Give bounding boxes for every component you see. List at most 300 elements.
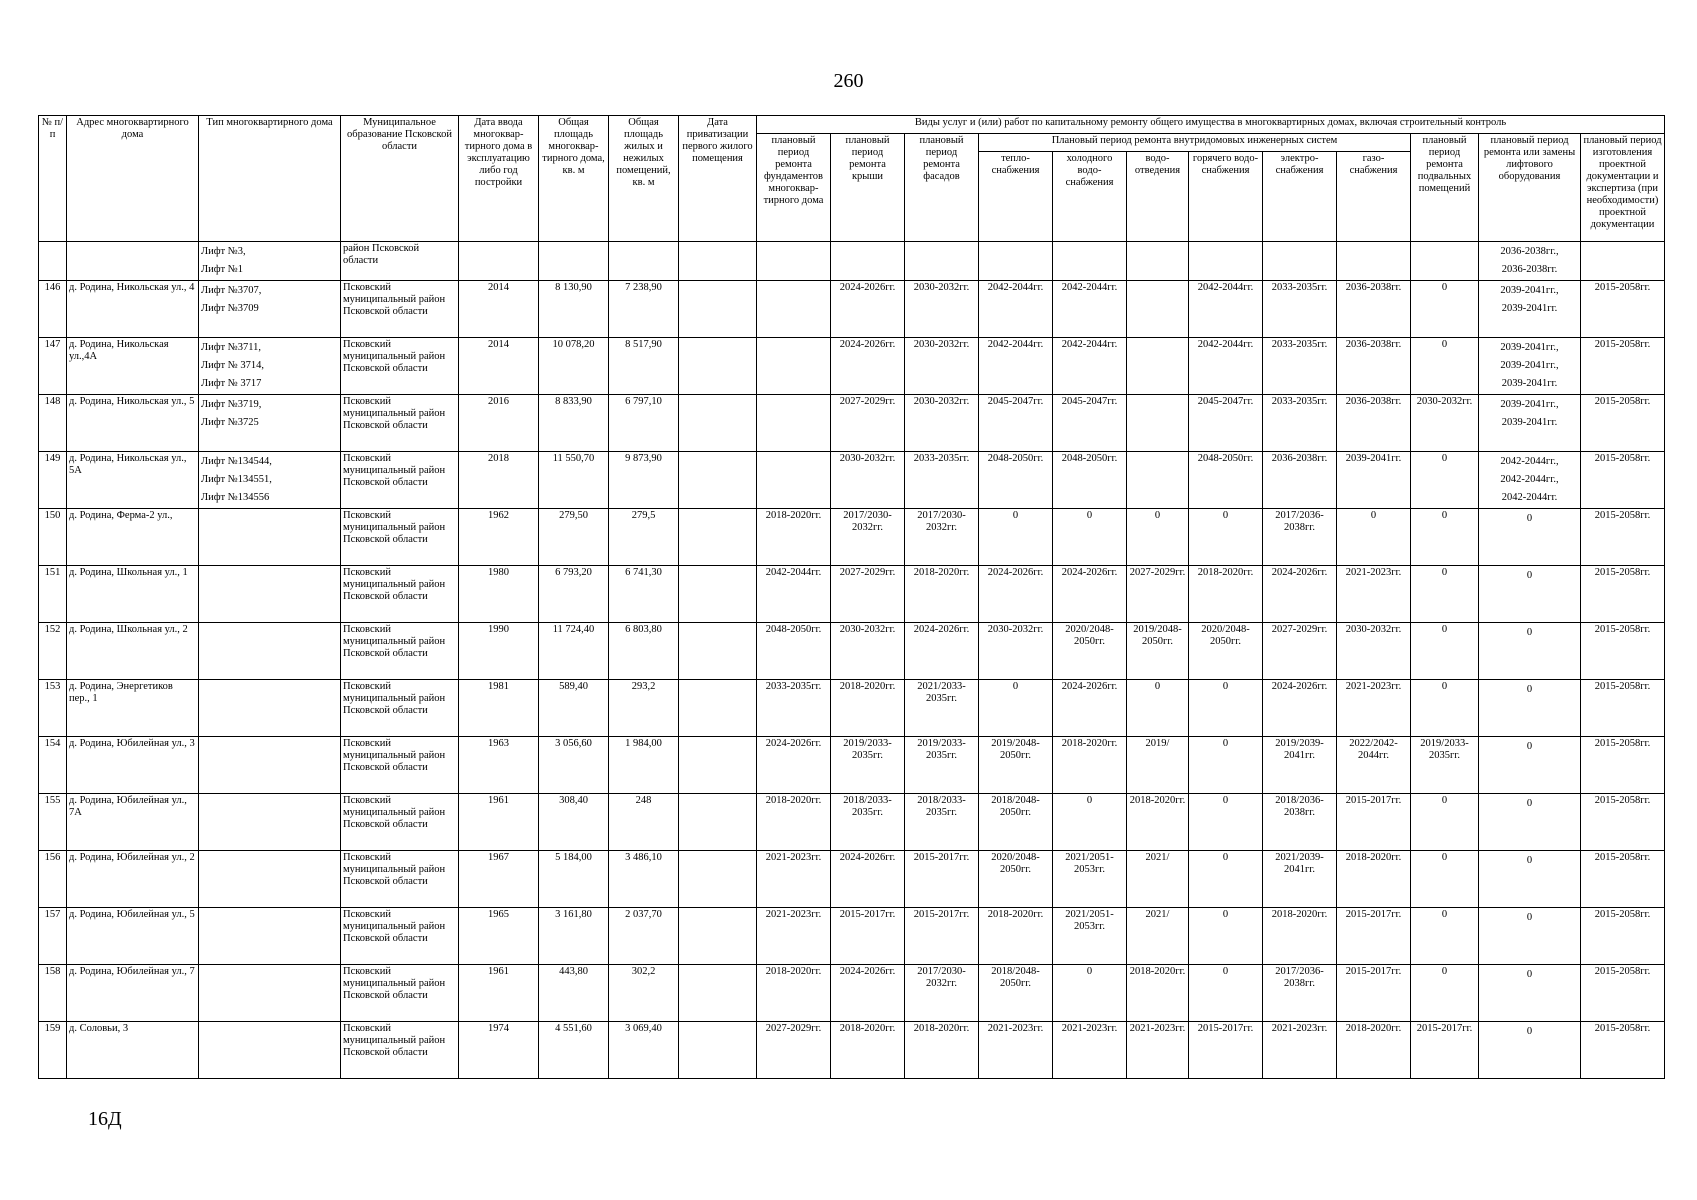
row-cold-water: 2021-2023гг. — [1053, 1022, 1127, 1079]
row-lifts — [199, 281, 341, 338]
header-gas: газо-снабжения — [1337, 152, 1411, 242]
table-row — [39, 737, 1665, 794]
row-area-total: 279,50 — [539, 509, 609, 566]
table-row — [39, 338, 1665, 395]
row-roof: 2024-2026гг. — [831, 338, 905, 395]
row-lifts — [199, 509, 341, 566]
row-lifts — [199, 338, 341, 395]
row-hot-water: 0 — [1189, 737, 1263, 794]
row-lifts-line: Лифт №1 — [201, 264, 244, 275]
row-area-total: 8 130,90 — [539, 281, 609, 338]
row-roof: 2015-2017гг. — [831, 908, 905, 965]
row-area-living: 1 984,00 — [609, 737, 679, 794]
row-roof: 2018-2020гг. — [831, 1022, 905, 1079]
row-privatization — [679, 908, 757, 965]
header-basement: плановый период ремонта подвальных помещений — [1411, 134, 1479, 242]
row-lifts — [199, 794, 341, 851]
row-heat: 2021-2023гг. — [979, 1022, 1053, 1079]
row-lifts-line: Лифт № 3717 — [201, 378, 262, 389]
row-facade: 2030-2032гг. — [905, 395, 979, 452]
row-basement: 0 — [1411, 680, 1479, 737]
row-area-living: 7 238,90 — [609, 281, 679, 338]
row-lift-replacement — [1479, 242, 1581, 281]
row-drainage: 2018-2020гг. — [1127, 965, 1189, 1022]
row-date: 1974 — [459, 1022, 539, 1079]
header-roof: плановый период ремонта крыши — [831, 134, 905, 242]
row-lift-replacement-line: 2039-2041гг. — [1501, 417, 1558, 428]
row-address: д. Родина, Школьная ул., 2 — [67, 623, 199, 680]
row-basement: 2030-2032гг. — [1411, 395, 1479, 452]
row-lifts — [199, 680, 341, 737]
row-cold-water: 2021/2051-2053гг. — [1053, 851, 1127, 908]
header-address: Адрес многоквартирного дома — [67, 116, 199, 242]
row-basement: 0 — [1411, 566, 1479, 623]
row-lift-replacement-line: 0 — [1526, 570, 1533, 581]
row-project — [1581, 242, 1665, 281]
header-works: Виды услуг и (или) работ по капитальному ремонту общего имущества в многоквартирных домах, включая строительный контроль — [757, 116, 1665, 134]
row-privatization — [679, 338, 757, 395]
row-foundation: 2021-2023гг. — [757, 851, 831, 908]
row-heat: 2030-2032гг. — [979, 623, 1053, 680]
row-electric: 2033-2035гг. — [1263, 395, 1337, 452]
row-drainage: 0 — [1127, 680, 1189, 737]
row-lift-replacement — [1479, 737, 1581, 794]
row-address: д. Родина, Никольская ул., 5 — [67, 395, 199, 452]
row-municipality: Псковский муниципальный район Псковской области — [341, 338, 459, 395]
row-lifts — [199, 851, 341, 908]
row-num: 159 — [39, 1022, 67, 1079]
header-heat: тепло-снабжения — [979, 152, 1053, 242]
row-privatization — [679, 851, 757, 908]
table-header — [39, 116, 1665, 242]
header-facade: плановый период ремонта фасадов — [905, 134, 979, 242]
row-area-total: 6 793,20 — [539, 566, 609, 623]
row-project: 2015-2058гг. — [1581, 281, 1665, 338]
row-area-total: 3 161,80 — [539, 908, 609, 965]
header-hot-water: горячего водо-снабжения — [1189, 152, 1263, 242]
row-project: 2015-2058гг. — [1581, 566, 1665, 623]
row-facade: 2024-2026гг. — [905, 623, 979, 680]
row-date: 1980 — [459, 566, 539, 623]
row-area-living: 8 517,90 — [609, 338, 679, 395]
footer-mark: 16Д — [88, 1108, 122, 1130]
row-area-living: 293,2 — [609, 680, 679, 737]
row-foundation: 2042-2044гг. — [757, 566, 831, 623]
page-number: 260 — [833, 70, 864, 92]
row-municipality: Псковский муниципальный район Псковской области — [341, 737, 459, 794]
row-facade: 2019/2033-2035гг. — [905, 737, 979, 794]
row-area-total: 4 551,60 — [539, 1022, 609, 1079]
row-date: 1981 — [459, 680, 539, 737]
row-gas: 2022/2042-2044гг. — [1337, 737, 1411, 794]
row-area-total — [539, 242, 609, 281]
header-total-area: Общая площадь многоквар-тирного дома, кв. м — [539, 116, 609, 242]
row-foundation: 2048-2050гг. — [757, 623, 831, 680]
row-hot-water: 2020/2048-2050гг. — [1189, 623, 1263, 680]
row-facade: 2015-2017гг. — [905, 851, 979, 908]
row-roof: 2024-2026гг. — [831, 281, 905, 338]
row-drainage: 0 — [1127, 509, 1189, 566]
row-foundation — [757, 452, 831, 509]
row-cold-water: 2045-2047гг. — [1053, 395, 1127, 452]
row-facade — [905, 242, 979, 281]
row-municipality: Псковский муниципальный район Псковской области — [341, 566, 459, 623]
row-basement: 2019/2033-2035гг. — [1411, 737, 1479, 794]
row-lift-replacement — [1479, 1022, 1581, 1079]
row-lifts-line: Лифт №134544, — [201, 456, 272, 467]
row-privatization — [679, 1022, 757, 1079]
row-facade: 2033-2035гг. — [905, 452, 979, 509]
row-project: 2015-2058гг. — [1581, 794, 1665, 851]
row-area-total: 443,80 — [539, 965, 609, 1022]
row-project: 2015-2058гг. — [1581, 851, 1665, 908]
row-num — [39, 242, 67, 281]
row-lift-replacement-line: 2039-2041гг. — [1501, 378, 1558, 389]
header-foundation: плановый период ремонта фундаментов многоквар-тирного дома — [757, 134, 831, 242]
row-lifts-line: Лифт №134551, — [201, 474, 272, 485]
row-electric: 2018/2036-2038гг. — [1263, 794, 1337, 851]
row-roof — [831, 242, 905, 281]
row-cold-water: 2020/2048-2050гг. — [1053, 623, 1127, 680]
row-roof: 2024-2026гг. — [831, 965, 905, 1022]
row-municipality: Псковский муниципальный район Псковской области — [341, 452, 459, 509]
row-lift-replacement-line: 0 — [1526, 684, 1533, 695]
row-foundation: 2021-2023гг. — [757, 908, 831, 965]
row-lift-replacement — [1479, 623, 1581, 680]
row-cold-water: 2048-2050гг. — [1053, 452, 1127, 509]
row-num: 148 — [39, 395, 67, 452]
table-row — [39, 452, 1665, 509]
row-area-living: 6 797,10 — [609, 395, 679, 452]
row-lift-replacement-line: 0 — [1526, 855, 1533, 866]
row-address: д. Родина, Юбилейная ул., 3 — [67, 737, 199, 794]
row-lift-replacement-line: 0 — [1526, 969, 1533, 980]
row-cold-water: 0 — [1053, 794, 1127, 851]
row-electric: 2018-2020гг. — [1263, 908, 1337, 965]
row-hot-water: 0 — [1189, 794, 1263, 851]
row-cold-water: 2021/2051-2053гг. — [1053, 908, 1127, 965]
row-address: д. Родина, Никольская ул., 4 — [67, 281, 199, 338]
row-heat: 2018/2048-2050гг. — [979, 965, 1053, 1022]
row-lift-replacement-line: 0 — [1526, 627, 1533, 638]
row-privatization — [679, 623, 757, 680]
row-basement: 0 — [1411, 908, 1479, 965]
row-privatization — [679, 965, 757, 1022]
row-gas: 2018-2020гг. — [1337, 851, 1411, 908]
row-gas: 2030-2032гг. — [1337, 623, 1411, 680]
row-electric: 2021/2039-2041гг. — [1263, 851, 1337, 908]
row-privatization — [679, 452, 757, 509]
row-basement: 0 — [1411, 623, 1479, 680]
row-num: 150 — [39, 509, 67, 566]
row-facade: 2015-2017гг. — [905, 908, 979, 965]
table-row — [39, 794, 1665, 851]
row-electric: 2036-2038гг. — [1263, 452, 1337, 509]
row-area-living: 248 — [609, 794, 679, 851]
table-row — [39, 908, 1665, 965]
row-address: д. Родина, Никольская ул., 5А — [67, 452, 199, 509]
row-facade: 2018/2033-2035гг. — [905, 794, 979, 851]
row-heat — [979, 242, 1053, 281]
row-lifts — [199, 566, 341, 623]
row-num: 146 — [39, 281, 67, 338]
row-heat: 2020/2048-2050гг. — [979, 851, 1053, 908]
row-gas — [1337, 242, 1411, 281]
row-num: 156 — [39, 851, 67, 908]
row-municipality: Псковский муниципальный район Псковской области — [341, 794, 459, 851]
row-facade: 2021/2033-2035гг. — [905, 680, 979, 737]
row-cold-water: 0 — [1053, 965, 1127, 1022]
row-lifts — [199, 452, 341, 509]
row-lifts-line: Лифт №134556 — [201, 492, 270, 503]
row-address: д. Родина, Юбилейная ул., 5 — [67, 908, 199, 965]
row-electric: 2017/2036-2038гг. — [1263, 509, 1337, 566]
row-num: 153 — [39, 680, 67, 737]
row-electric: 2021-2023гг. — [1263, 1022, 1337, 1079]
row-basement: 2015-2017гг. — [1411, 1022, 1479, 1079]
row-heat: 2018-2020гг. — [979, 908, 1053, 965]
row-lifts — [199, 395, 341, 452]
row-hot-water: 0 — [1189, 908, 1263, 965]
row-address: д. Родина, Юбилейная ул., 7 — [67, 965, 199, 1022]
row-foundation: 2024-2026гг. — [757, 737, 831, 794]
row-basement: 0 — [1411, 965, 1479, 1022]
row-electric: 2019/2039-2041гг. — [1263, 737, 1337, 794]
row-address: д. Родина, Ферма-2 ул., — [67, 509, 199, 566]
row-hot-water: 0 — [1189, 851, 1263, 908]
row-lifts-line: Лифт №3707, — [201, 285, 262, 296]
row-heat: 2042-2044гг. — [979, 338, 1053, 395]
table-body — [39, 242, 1665, 1079]
row-project: 2015-2058гг. — [1581, 509, 1665, 566]
row-gas: 2018-2020гг. — [1337, 1022, 1411, 1079]
row-hot-water: 2048-2050гг. — [1189, 452, 1263, 509]
row-lift-replacement-line: 2036-2038гг., — [1500, 246, 1559, 257]
row-gas: 2015-2017гг. — [1337, 794, 1411, 851]
row-project: 2015-2058гг. — [1581, 908, 1665, 965]
row-area-living: 2 037,70 — [609, 908, 679, 965]
row-foundation — [757, 242, 831, 281]
row-lift-replacement — [1479, 509, 1581, 566]
row-drainage — [1127, 281, 1189, 338]
row-roof: 2019/2033-2035гг. — [831, 737, 905, 794]
header-municipality: Муниципальное образование Псковской области — [341, 116, 459, 242]
row-area-total: 589,40 — [539, 680, 609, 737]
row-hot-water: 2045-2047гг. — [1189, 395, 1263, 452]
row-gas: 2036-2038гг. — [1337, 281, 1411, 338]
row-foundation — [757, 395, 831, 452]
row-lift-replacement — [1479, 566, 1581, 623]
row-electric: 2027-2029гг. — [1263, 623, 1337, 680]
header-drainage: водо-отведения — [1127, 152, 1189, 242]
row-hot-water: 0 — [1189, 965, 1263, 1022]
row-area-total: 308,40 — [539, 794, 609, 851]
row-lift-replacement-line: 2042-2044гг., — [1500, 474, 1559, 485]
row-area-total: 3 056,60 — [539, 737, 609, 794]
header-privatization: Дата приватизации первого жилого помещения — [679, 116, 757, 242]
row-facade: 2017/2030-2032гг. — [905, 509, 979, 566]
row-lift-replacement-line: 2039-2041гг. — [1501, 303, 1558, 314]
row-electric: 2033-2035гг. — [1263, 338, 1337, 395]
row-hot-water: 2042-2044гг. — [1189, 338, 1263, 395]
row-drainage: 2021/ — [1127, 851, 1189, 908]
row-lifts-line: Лифт №3719, — [201, 399, 262, 410]
row-address: д. Родина, Юбилейная ул., 7А — [67, 794, 199, 851]
row-roof: 2018-2020гг. — [831, 680, 905, 737]
row-gas: 2021-2023гг. — [1337, 680, 1411, 737]
row-hot-water: 0 — [1189, 680, 1263, 737]
row-facade: 2030-2032гг. — [905, 338, 979, 395]
row-lift-replacement-line: 2039-2041гг., — [1500, 342, 1559, 353]
row-drainage: 2021/ — [1127, 908, 1189, 965]
row-address: д. Родина, Юбилейная ул., 2 — [67, 851, 199, 908]
row-lifts-line: Лифт №3709 — [201, 303, 259, 314]
row-foundation: 2018-2020гг. — [757, 965, 831, 1022]
row-drainage: 2018-2020гг. — [1127, 794, 1189, 851]
row-project: 2015-2058гг. — [1581, 623, 1665, 680]
row-heat: 2018/2048-2050гг. — [979, 794, 1053, 851]
row-date: 1965 — [459, 908, 539, 965]
row-num: 152 — [39, 623, 67, 680]
row-municipality: район Псковской области — [341, 242, 459, 281]
row-hot-water: 2042-2044гг. — [1189, 281, 1263, 338]
row-area-living: 302,2 — [609, 965, 679, 1022]
row-area-living: 3 486,10 — [609, 851, 679, 908]
row-lifts-line: Лифт №3711, — [201, 342, 262, 353]
row-lift-replacement — [1479, 965, 1581, 1022]
header-cold-water: холодного водо-снабжения — [1053, 152, 1127, 242]
row-gas: 2039-2041гг. — [1337, 452, 1411, 509]
table-row — [39, 242, 1665, 281]
row-roof: 2027-2029гг. — [831, 395, 905, 452]
row-num: 147 — [39, 338, 67, 395]
row-lifts-line: Лифт №3, — [201, 246, 246, 257]
row-roof: 2030-2032гг. — [831, 623, 905, 680]
row-roof: 2030-2032гг. — [831, 452, 905, 509]
row-lift-replacement-line: 2039-2041гг., — [1500, 285, 1559, 296]
row-drainage — [1127, 395, 1189, 452]
row-municipality: Псковский муниципальный район Псковской области — [341, 1022, 459, 1079]
row-drainage: 2019/2048-2050гг. — [1127, 623, 1189, 680]
row-privatization — [679, 794, 757, 851]
row-heat: 0 — [979, 509, 1053, 566]
table-row — [39, 851, 1665, 908]
row-gas: 0 — [1337, 509, 1411, 566]
row-area-living: 6 741,30 — [609, 566, 679, 623]
row-drainage — [1127, 452, 1189, 509]
row-area-living: 9 873,90 — [609, 452, 679, 509]
row-project: 2015-2058гг. — [1581, 737, 1665, 794]
row-heat: 0 — [979, 680, 1053, 737]
row-num: 155 — [39, 794, 67, 851]
capital-repair-table — [38, 115, 1665, 1079]
row-lift-replacement — [1479, 281, 1581, 338]
row-roof: 2017/2030-2032гг. — [831, 509, 905, 566]
row-heat: 2048-2050гг. — [979, 452, 1053, 509]
table-row — [39, 965, 1665, 1022]
row-hot-water: 2015-2017гг. — [1189, 1022, 1263, 1079]
row-cold-water: 2042-2044гг. — [1053, 338, 1127, 395]
row-basement: 0 — [1411, 281, 1479, 338]
table-row — [39, 509, 1665, 566]
row-address: д. Соловьи, 3 — [67, 1022, 199, 1079]
row-foundation: 2027-2029гг. — [757, 1022, 831, 1079]
row-foundation — [757, 338, 831, 395]
row-foundation: 2018-2020гг. — [757, 794, 831, 851]
row-cold-water: 2018-2020гг. — [1053, 737, 1127, 794]
row-municipality: Псковский муниципальный район Псковской области — [341, 281, 459, 338]
row-lifts — [199, 965, 341, 1022]
row-heat: 2024-2026гг. — [979, 566, 1053, 623]
row-area-total: 10 078,20 — [539, 338, 609, 395]
row-address: д. Родина, Никольская ул.,4А — [67, 338, 199, 395]
row-privatization — [679, 737, 757, 794]
row-cold-water: 2024-2026гг. — [1053, 680, 1127, 737]
row-area-total: 8 833,90 — [539, 395, 609, 452]
row-project: 2015-2058гг. — [1581, 395, 1665, 452]
row-date: 1990 — [459, 623, 539, 680]
header-project: плановый период изготовления проектной документации и экспертиза (при необходимости) проектной документации — [1581, 134, 1665, 242]
row-num: 158 — [39, 965, 67, 1022]
row-cold-water: 0 — [1053, 509, 1127, 566]
row-drainage: 2027-2029гг. — [1127, 566, 1189, 623]
row-hot-water — [1189, 242, 1263, 281]
row-lift-replacement-line: 0 — [1526, 741, 1533, 752]
row-area-total: 5 184,00 — [539, 851, 609, 908]
row-project: 2015-2058гг. — [1581, 965, 1665, 1022]
row-date: 2014 — [459, 281, 539, 338]
row-electric: 2024-2026гг. — [1263, 680, 1337, 737]
row-project: 2015-2058гг. — [1581, 1022, 1665, 1079]
row-foundation: 2033-2035гг. — [757, 680, 831, 737]
row-date: 1962 — [459, 509, 539, 566]
row-date: 2018 — [459, 452, 539, 509]
header-systems: Плановый период ремонта внутридомовых инженерных систем — [979, 134, 1411, 152]
row-date: 1963 — [459, 737, 539, 794]
row-basement: 0 — [1411, 794, 1479, 851]
row-lift-replacement-line: 2042-2044гг. — [1501, 492, 1558, 503]
header-electric: электро-снабжения — [1263, 152, 1337, 242]
row-date — [459, 242, 539, 281]
row-date: 1961 — [459, 794, 539, 851]
row-municipality: Псковский муниципальный район Псковской области — [341, 965, 459, 1022]
row-basement: 0 — [1411, 509, 1479, 566]
row-foundation — [757, 281, 831, 338]
row-drainage: 2019/ — [1127, 737, 1189, 794]
header-lift: плановый период ремонта или замены лифтового оборудования — [1479, 134, 1581, 242]
row-gas: 2021-2023гг. — [1337, 566, 1411, 623]
row-electric: 2017/2036-2038гг. — [1263, 965, 1337, 1022]
row-drainage: 2021-2023гг. — [1127, 1022, 1189, 1079]
header-date-input: Дата ввода многоквар-тирного дома в эксплуатацию либо год постройки — [459, 116, 539, 242]
table-row — [39, 395, 1665, 452]
row-facade: 2030-2032гг. — [905, 281, 979, 338]
row-gas: 2015-2017гг. — [1337, 908, 1411, 965]
row-gas: 2015-2017гг. — [1337, 965, 1411, 1022]
header-type: Тип многоквартирного дома — [199, 116, 341, 242]
row-lift-replacement — [1479, 908, 1581, 965]
row-heat: 2019/2048-2050гг. — [979, 737, 1053, 794]
row-num: 149 — [39, 452, 67, 509]
table-row — [39, 1022, 1665, 1079]
row-basement: 0 — [1411, 452, 1479, 509]
row-lift-replacement-line: 2042-2044гг., — [1500, 456, 1559, 467]
table-row — [39, 281, 1665, 338]
row-project: 2015-2058гг. — [1581, 680, 1665, 737]
row-date: 1967 — [459, 851, 539, 908]
row-lift-replacement-line: 0 — [1526, 513, 1533, 524]
row-area-living: 3 069,40 — [609, 1022, 679, 1079]
